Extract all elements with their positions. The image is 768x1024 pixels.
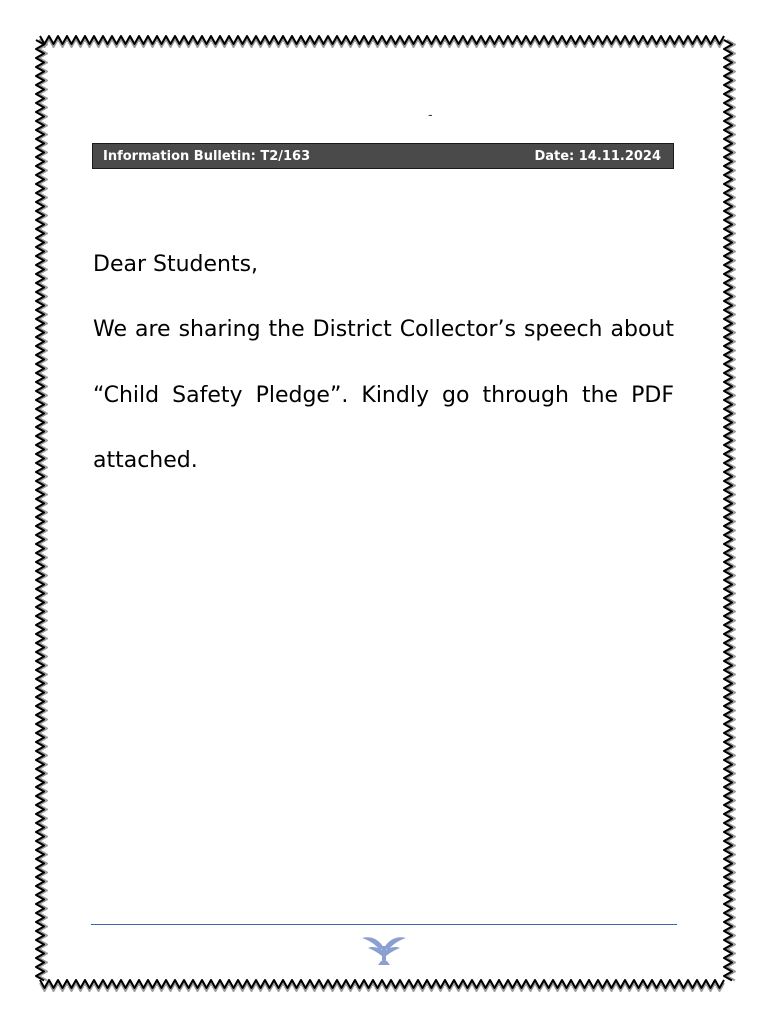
bulletin-header-bar — [92, 143, 674, 169]
tree-emblem-icon — [360, 932, 408, 966]
zigzag-border-group — [36, 36, 735, 991]
border-bottom-shadow — [40, 983, 724, 991]
border-right-shadow — [727, 40, 735, 981]
header-dash-mark: - — [428, 106, 433, 122]
salutation: Dear Students, — [93, 252, 259, 277]
footer-divider — [91, 924, 677, 925]
border-left — [36, 40, 44, 981]
letter-body: We are sharing the District Collector’s speech about “Child Safety Pledge”. Kindly go through the PDF attached. — [93, 317, 674, 473]
border-left-shadow — [39, 40, 47, 981]
border-top — [40, 36, 724, 44]
border-right — [724, 40, 732, 981]
border-bottom — [40, 980, 724, 988]
border-top-shadow — [40, 39, 724, 47]
bulletin-date: Date: 14.11.2024 — [534, 148, 661, 164]
bulletin-number: Information Bulletin: T2/163 — [103, 148, 311, 164]
